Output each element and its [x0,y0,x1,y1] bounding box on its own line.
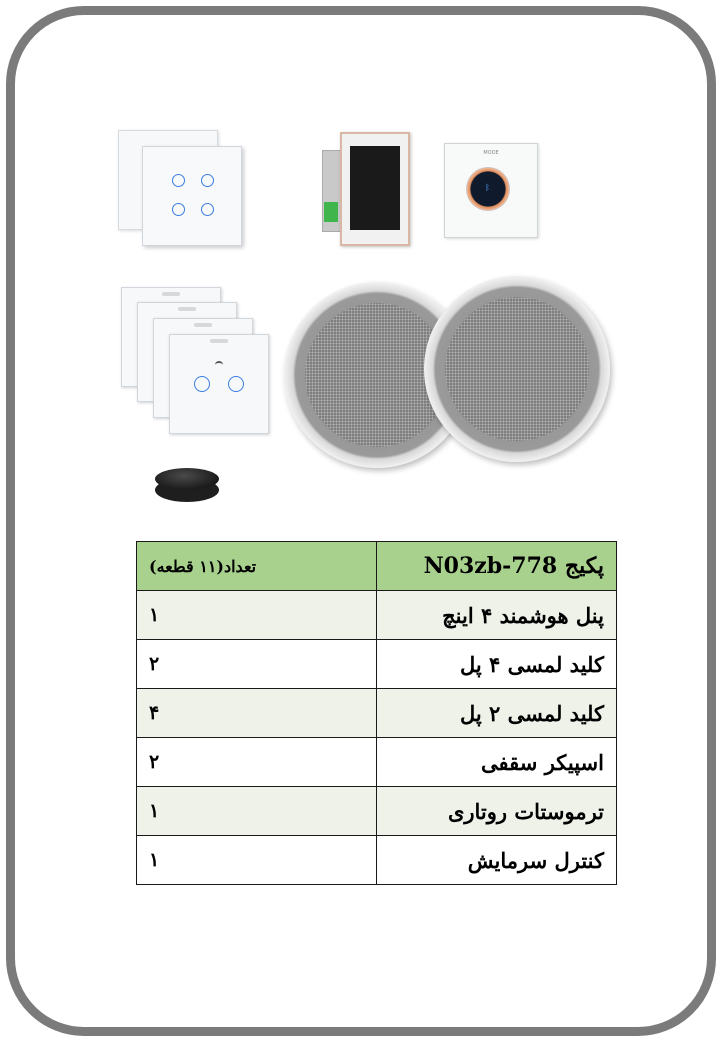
thermostat-image [444,143,538,238]
item-name: اسپیکر سقفی [377,738,617,787]
panel-terminal-block [324,202,338,222]
panel-screen [350,146,400,230]
table-row [137,640,617,689]
two-gang-switch-image [169,334,269,434]
item-quantity: ۴ [137,689,377,738]
panel-body [340,132,410,246]
item-name: ترموستات روتاری [377,787,617,836]
item-name: پنل هوشمند ۴ اینچ [377,591,617,640]
item-name: کلید لمسی ۴ پل [377,640,617,689]
touch-button-icon [172,203,185,216]
table-row [137,591,617,640]
item-name: کنترل سرمایش [377,836,617,885]
package-name-header: پکیج N03zb-778 [377,542,617,591]
smart-panel-image [322,132,408,242]
thermostat-mode-label: MODE [483,150,499,156]
touch-button-icon [201,174,214,187]
switch-tab [194,323,212,327]
table-row [137,787,617,836]
bluetooth-icon: ᛒ [485,183,490,192]
switch-tab [162,292,180,296]
table-row [137,836,617,885]
table-header-row [137,542,617,591]
switch-tab [210,339,228,343]
wifi-icon [215,361,223,369]
controller-top [155,468,219,490]
quantity-header: تعداد(۱۱ قطعه) [137,542,377,591]
item-quantity: ۲ [137,738,377,787]
item-quantity: ۱ [137,787,377,836]
touch-button-icon [172,174,185,187]
item-name: کلید لمسی ۲ پل [377,689,617,738]
ir-controller-image [155,468,219,502]
touch-button-icon [194,376,210,392]
item-quantity: ۱ [137,591,377,640]
four-gang-switch-image [142,146,242,246]
switch-tab [178,307,196,311]
item-quantity: ۱ [137,836,377,885]
table-row [137,689,617,738]
item-quantity: ۲ [137,640,377,689]
table-row [137,738,617,787]
ceiling-speaker-image [424,276,610,462]
package-table [136,541,617,885]
speaker-grille [445,297,589,441]
touch-button-icon [201,203,214,216]
touch-button-icon [228,376,244,392]
